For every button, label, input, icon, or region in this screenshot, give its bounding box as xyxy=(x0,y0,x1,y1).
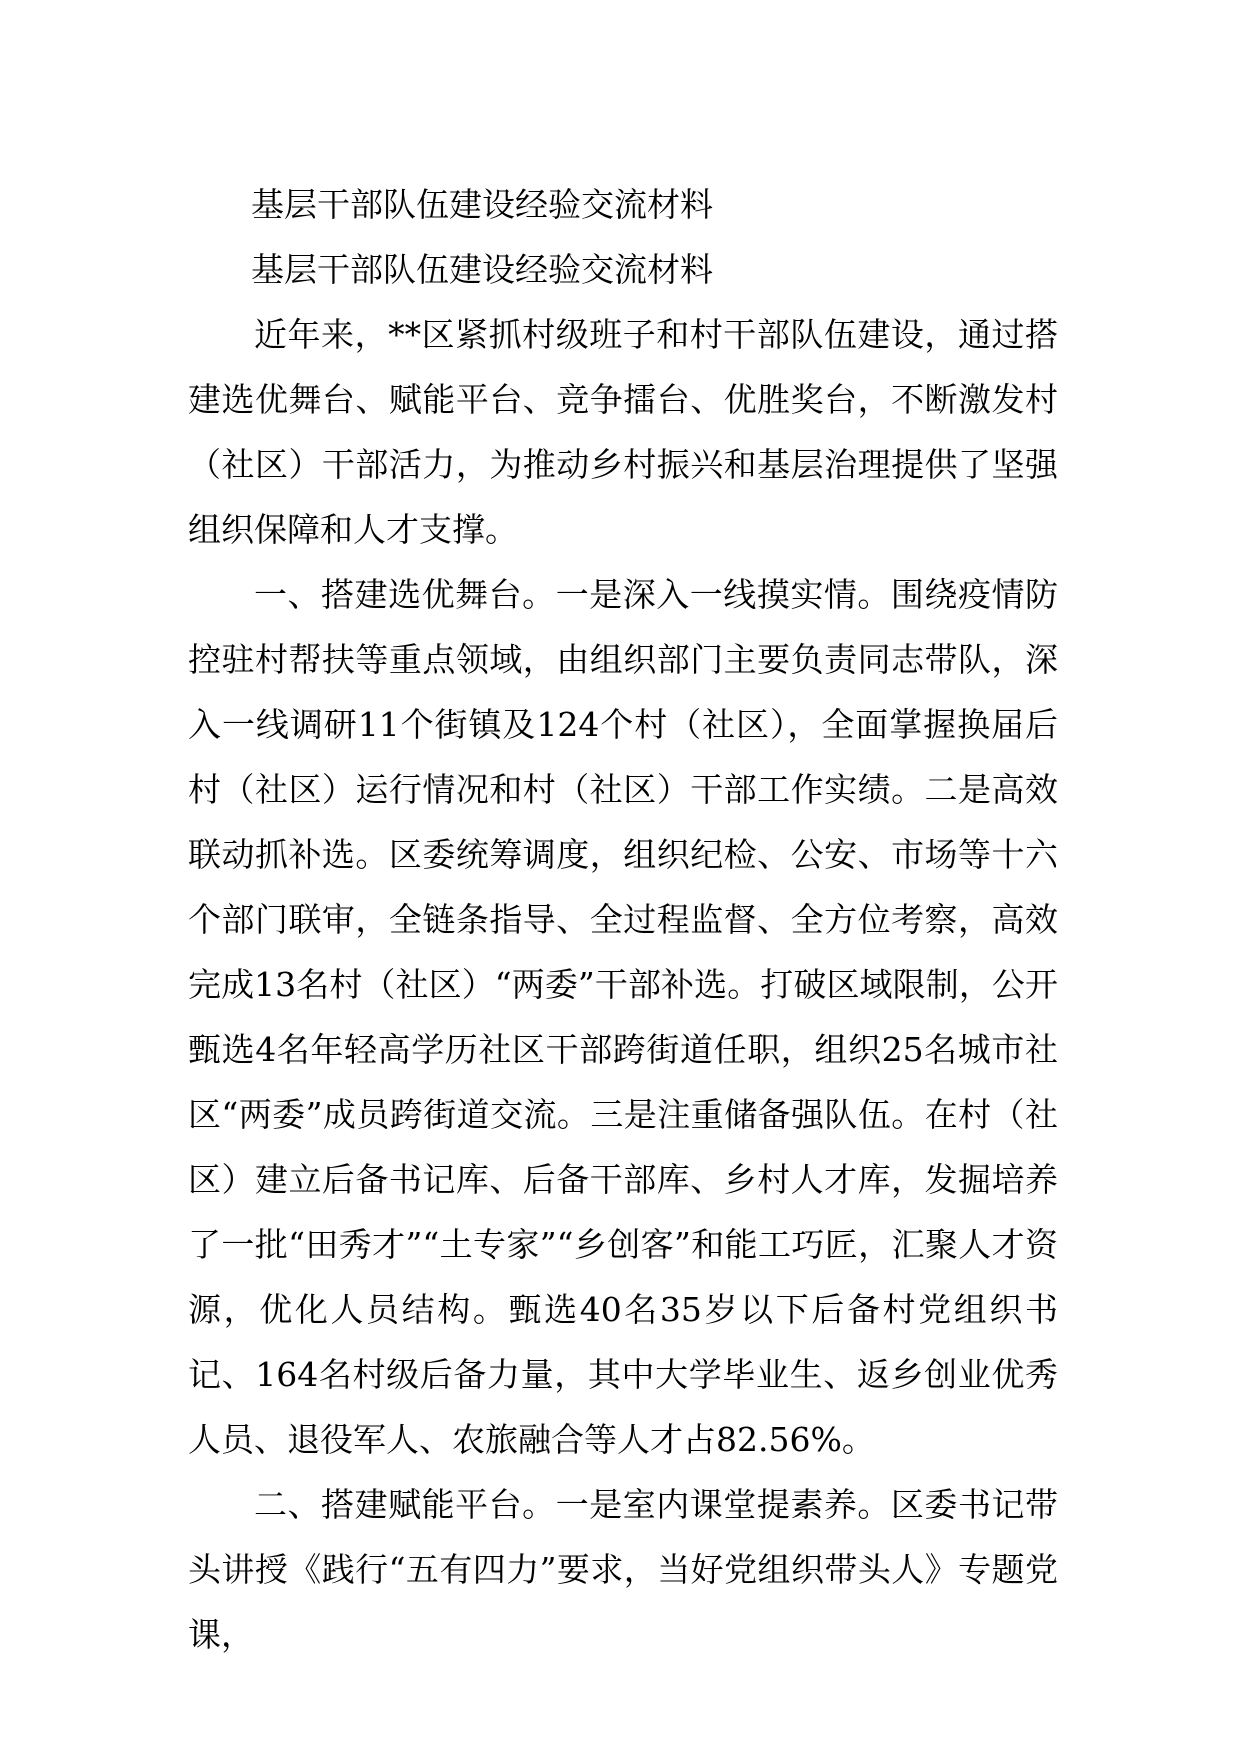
document-subtitle: 基层干部队伍建设经验交流材料 xyxy=(251,250,713,289)
paragraph-intro: 近年来，**区紧抓村级班子和村干部队伍建设，通过搭建选优舞台、赋能平台、竞争擂台、优胜奖台，不断激发村（社区）干部活力，为推动乡村振兴和基层治理提供了坚强组织保障和人才支撑。 xyxy=(188,315,1058,549)
document-title: 基层干部队伍建设经验交流材料 xyxy=(251,185,713,224)
document-body xyxy=(188,172,1058,1667)
paragraph-section-1: 一、搭建选优舞台。一是深入一线摸实情。围绕疫情防控驻村帮扶等重点领域，由组织部门主要负责同志带队，深入一线调研11个街镇及124个村（社区），全面掌握换届后村（社区）运行情况和村（社区）干部工作实绩。二是高效联动抓补选。区委统筹调度，组织纪检、公安、市场等十六个部门联审，全链条指导、全过程监督、全方位考察，高效完成13名村（社区）“两委”干部补选。打破区域限制，公开甄选4名年轻高学历社区干部跨街道任职，组织25名城市社区“两委”成员跨街道交流。三是注重储备强队伍。在村（社区）建立后备书记库、后备干部库、乡村人才库，发掘培养了一批“田秀才”“土专家”“乡创客”和能工巧匠，汇聚人才资源，优化人员结构。甄选40名35岁以下后备村党组织书记、164名村级后备力量，其中大学毕业生、返乡创业优秀人员、退役军人、农旅融合等人才占82.56%。 xyxy=(188,575,1058,1459)
paragraph-section-2: 二、搭建赋能平台。一是室内课堂提素养。区委书记带头讲授《践行“五有四力”要求，当好党组织带头人》专题党课， xyxy=(188,1485,1058,1654)
